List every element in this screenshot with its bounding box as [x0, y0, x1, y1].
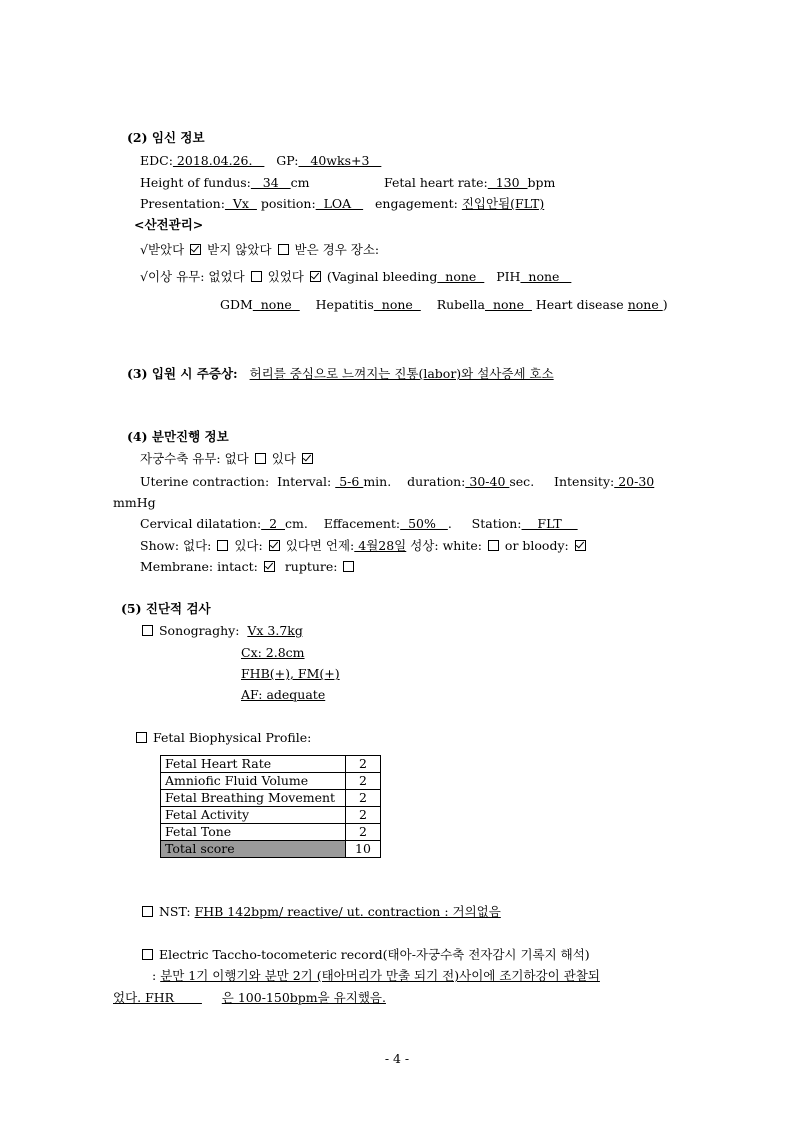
fundus-label: Height of fundus: 34 cm [140, 175, 310, 190]
page-number: - 4 - [384, 1051, 410, 1066]
section-2-heading: (2) 임신 정보 [127, 130, 205, 145]
check-mark-icon: √ [140, 269, 148, 284]
section-3-line [127, 366, 554, 382]
table-row: Fetal Activity 2 [161, 807, 381, 824]
table-row: Fetal Heart Rate 2 [161, 756, 381, 773]
contraction-line: 자궁수축 유무: 없다 있다 [140, 451, 315, 467]
table-row: Amniofic Fluid Volume 2 [161, 773, 381, 790]
checked-box-icon[interactable] [310, 271, 321, 282]
section-5-heading: (5) 진단적 검사 [121, 601, 211, 616]
etr-line: Electric Taccho-tocometeric record(태아-자궁수축 전자감시 기록지 해석) [140, 947, 590, 963]
cervical-line: Cervical dilatation: 2 cm. Effacement: 50% . Station: FLT [140, 516, 578, 531]
presentation-value: Vx [224, 196, 257, 211]
chief-complaint: 허리를 중심으로 느껴지는 진통(labor)와 설사증세 호소 [249, 366, 554, 381]
fetal-heart-rate: Fetal heart rate: 130 bpm [384, 175, 556, 190]
fhr-value: 130 [487, 175, 528, 190]
fbp-table [160, 755, 381, 858]
prenatal-care-heading: <산전관리> [134, 217, 204, 232]
edc-line: EDC: 2018.04.26. GP: 40wks+3 [140, 153, 382, 168]
nst-line: NST: FHB 142bpm/ reactive/ ut. contraction : 거의없음 [140, 904, 501, 920]
sono-line-4: AF: adequate [241, 687, 326, 702]
section-3-heading: (3) 입원 시 주증상: [127, 366, 238, 381]
edc-value: 2018.04.26. [172, 153, 265, 168]
checkbox-icon[interactable] [488, 540, 499, 551]
position-value: LOA [315, 196, 364, 211]
show-line: Show: 없다: 있다: 있다면 언제: 4월28일 성상: white: or bloody: [140, 538, 588, 554]
checkbox-icon[interactable] [343, 561, 354, 572]
sono-line-2: Cx: 2.8cm [241, 645, 305, 660]
total-row: Total score 10 [161, 841, 381, 858]
checkbox-icon[interactable] [251, 271, 262, 282]
nst-value: FHB 142bpm/ reactive/ ut. contraction : 거의없음 [194, 904, 501, 919]
gp-value: 40wks+3 [298, 153, 382, 168]
etr-text-2: 었다. FHR 은 100-150bpm을 유지했음. [113, 990, 386, 1005]
intensity-unit: mmHg [113, 495, 156, 510]
table-row: Fetal Tone 2 [161, 824, 381, 841]
sono-line-3: FHB(+), FM(+) [241, 666, 340, 681]
checkbox-icon[interactable] [136, 732, 147, 743]
checkbox-icon[interactable] [142, 906, 153, 917]
abnormal-line: √이상 유무: 없었다 있었다 (Vaginal bleeding none PIH none [140, 269, 572, 284]
checked-box-icon[interactable] [190, 244, 201, 255]
uterine-contraction-line: Uterine contraction: Interval: 5-6 min. duration: 30-40 sec. Intensity: 20-30 [140, 474, 655, 489]
membrane-line: Membrane: intact: rupture: [140, 559, 356, 575]
gdm-line: GDM none Hepatitis none Rubella none Heart disease none ) [220, 297, 668, 312]
sono-line-1: Vx 3.7kg [247, 623, 303, 638]
section-4-heading: (4) 분만진행 정보 [127, 429, 229, 444]
etr-text-1: : 분만 1기 이행기와 분만 2기 (태아머리가 만출 되기 전)사이에 조기하강이 관찰되 [152, 968, 600, 983]
presentation-line: Presentation: Vx position: LOA engagement: 진입안됨(FLT) [140, 196, 545, 211]
checkbox-icon[interactable] [255, 453, 266, 464]
checkbox-icon[interactable] [217, 540, 228, 551]
check-mark-icon: √ [140, 242, 148, 257]
checkbox-icon[interactable] [142, 625, 153, 636]
checked-box-icon[interactable] [575, 540, 586, 551]
checkbox-icon[interactable] [278, 244, 289, 255]
prenatal-received-line: √받았다 받지 않았다 받은 경우 장소: [140, 242, 380, 257]
fbp-line: Fetal Biophysical Profile: [134, 730, 311, 746]
table-row: Fetal Breathing Movement 2 [161, 790, 381, 807]
checked-box-icon[interactable] [302, 453, 313, 464]
engagement-value: 진입안됨(FLT) [461, 196, 545, 211]
checkbox-icon[interactable] [142, 949, 153, 960]
fundus-value: 34 [250, 175, 291, 190]
checked-box-icon[interactable] [269, 540, 280, 551]
checked-box-icon[interactable] [264, 561, 275, 572]
sonography-line: Sonograghy: Vx 3.7kg [140, 623, 303, 639]
